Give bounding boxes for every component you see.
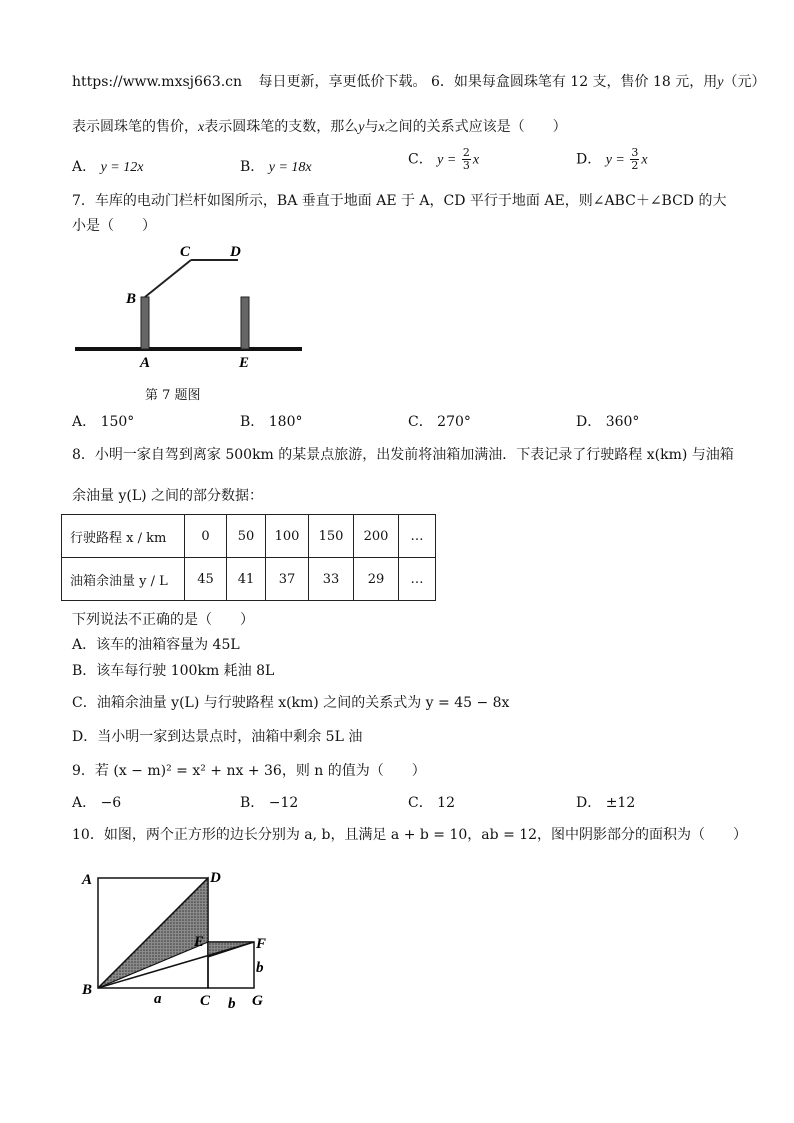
label-a: A — [82, 872, 93, 888]
label-side-b-right: b — [256, 960, 264, 976]
q8-option-c[interactable]: C．油箱余油量 y(L) 与行驶路程 x(km) 之间的关系式为 y = 45 − 8x — [72, 695, 510, 711]
table-cell: 45 — [185, 558, 227, 601]
row-header-distance: 行驶路程 x / km — [62, 515, 185, 558]
option-letter: D． — [576, 151, 602, 168]
label-f: F — [256, 936, 267, 952]
q6-var-x2: x — [378, 120, 385, 135]
option-letter: D． — [576, 414, 602, 430]
q6-line2-a: 表示圆珠笔的售价， — [72, 119, 198, 135]
q8-option-b[interactable]: B．该车每行驶 100km 耗油 8L — [72, 663, 275, 679]
option-text: 150° — [100, 414, 135, 430]
q9-option-c[interactable] — [408, 792, 455, 812]
q7-caption: 第 7 题图 — [145, 388, 201, 403]
row-header-fuel: 油箱余油量 y / L — [62, 558, 185, 601]
option-var: x — [641, 152, 648, 168]
q8-stem-line-1: 8．小明一家自驾到离家 500km 的某景点旅游，出发前将油箱加满油．下表记录了行驶路程 x(km) 与油箱 — [72, 447, 734, 463]
label-d: D — [230, 244, 241, 260]
q9-option-b[interactable] — [240, 792, 298, 812]
table-cell: … — [399, 515, 436, 558]
label-a: A — [140, 355, 151, 371]
q8-option-d[interactable]: D．当小明一家到达景点时，油箱中剩余 5L 油 — [72, 729, 363, 745]
q7-option-b[interactable] — [240, 411, 302, 431]
q6-var-y: y — [717, 75, 724, 90]
q8-data-table — [61, 514, 436, 601]
q6-option-c[interactable] — [408, 147, 479, 172]
q9-option-a[interactable] — [72, 792, 121, 812]
table-cell: 200 — [354, 515, 399, 558]
option-text: ±12 — [605, 795, 636, 811]
fraction — [462, 147, 471, 172]
q9-option-d[interactable] — [576, 792, 635, 812]
table-cell: 33 — [309, 558, 354, 601]
q7-option-d[interactable] — [576, 411, 639, 431]
option-letter: D． — [576, 795, 602, 811]
table-cell: 29 — [354, 558, 399, 601]
q6-line-1 — [72, 71, 766, 91]
post-e — [241, 297, 249, 349]
label-c: C — [200, 993, 211, 1009]
option-letter: C． — [408, 795, 433, 811]
table-row — [62, 515, 436, 558]
bar-bc — [145, 260, 191, 297]
option-letter: B． — [240, 795, 265, 811]
option-expr: y = 18x — [268, 160, 312, 175]
fraction-den: 3 — [462, 159, 470, 172]
q7-option-c[interactable] — [408, 411, 471, 431]
label-side-a: a — [154, 991, 162, 1007]
table-row — [62, 558, 436, 601]
option-letter: A． — [72, 414, 97, 430]
table-cell: 100 — [266, 515, 309, 558]
label-c: C — [180, 244, 191, 260]
option-text: −12 — [268, 795, 299, 811]
q10-stem: 10．如图，两个正方形的边长分别为 a, b，且满足 a + b = 10，ab = 12，图中阴影部分的面积为（ ） — [72, 827, 748, 843]
q6-line2-d: 之间的关系式应该是（ ） — [384, 119, 567, 135]
q7-stem-line-2: 小是（ ） — [72, 218, 156, 234]
option-lhs: y = — [605, 152, 629, 168]
q6-stem-part2: （元） — [723, 74, 766, 90]
fraction — [630, 147, 639, 172]
label-e: E — [194, 934, 205, 950]
table-cell: … — [399, 558, 436, 601]
option-text: 360° — [605, 414, 640, 430]
q10-figure — [80, 862, 280, 1012]
option-text: 12 — [437, 795, 455, 811]
option-text: 270° — [437, 414, 471, 430]
option-expr: y = 12x — [100, 160, 144, 175]
table-cell: 37 — [266, 558, 309, 601]
option-letter: B． — [240, 414, 265, 430]
label-side-b-bottom: b — [228, 996, 236, 1012]
option-letter: C． — [408, 414, 433, 430]
table-cell: 50 — [227, 515, 266, 558]
label-d: D — [210, 870, 221, 886]
fraction-num: 2 — [462, 146, 470, 159]
label-g: G — [252, 993, 263, 1009]
table-cell: 0 — [185, 515, 227, 558]
option-text: −6 — [100, 795, 122, 811]
q8-stem-line-2: 余油量 y(L) 之间的部分数据： — [72, 488, 264, 504]
q6-option-b[interactable] — [240, 156, 312, 176]
q6-line-2 — [72, 116, 567, 136]
q6-stem-part1: 6．如果每盒圆珠笔有 12 支，售价 18 元，用 — [430, 74, 718, 90]
site-notice: 每日更新，享更低价下载。 — [258, 74, 427, 90]
q6-var-x: x — [198, 120, 205, 135]
q7-option-a[interactable] — [72, 411, 134, 431]
post-ba — [141, 297, 149, 349]
label-e: E — [239, 355, 250, 371]
table-cell: 150 — [309, 515, 354, 558]
q6-var-y2: y — [358, 120, 365, 135]
q7-stem-line-1: 7．车库的电动门栏杆如图所示，BA 垂直于地面 AE 于 A，CD 平行于地面 AE，则∠ABC＋∠BCD 的大 — [72, 193, 727, 209]
q8-prompt: 下列说法不正确的是（ ） — [72, 612, 254, 628]
option-letter: B． — [240, 159, 265, 175]
option-letter: A． — [72, 159, 97, 175]
q8-option-a[interactable]: A．该车的油箱容量为 45L — [72, 637, 240, 653]
option-var: x — [472, 152, 480, 168]
q6-option-a[interactable] — [72, 156, 143, 176]
label-b: B — [126, 291, 137, 307]
option-lhs: y = — [437, 152, 460, 168]
label-b: B — [82, 982, 93, 998]
q6-line2-c: 与 — [364, 119, 379, 135]
option-letter: A． — [72, 795, 97, 811]
q6-line2-b: 表示圆珠笔的支数，那么 — [204, 119, 359, 135]
q7-figure — [70, 240, 310, 380]
q9-stem: 9．若 (x − m)² = x² + nx + 36，则 n 的值为（ ） — [72, 763, 426, 779]
q6-option-d[interactable] — [576, 147, 648, 172]
fraction-num: 3 — [631, 146, 639, 159]
site-url: https://www.mxsj663.cn — [72, 74, 243, 90]
option-letter: C． — [408, 151, 433, 168]
fraction-den: 2 — [631, 159, 639, 172]
table-cell: 41 — [227, 558, 266, 601]
option-text: 180° — [268, 414, 303, 430]
